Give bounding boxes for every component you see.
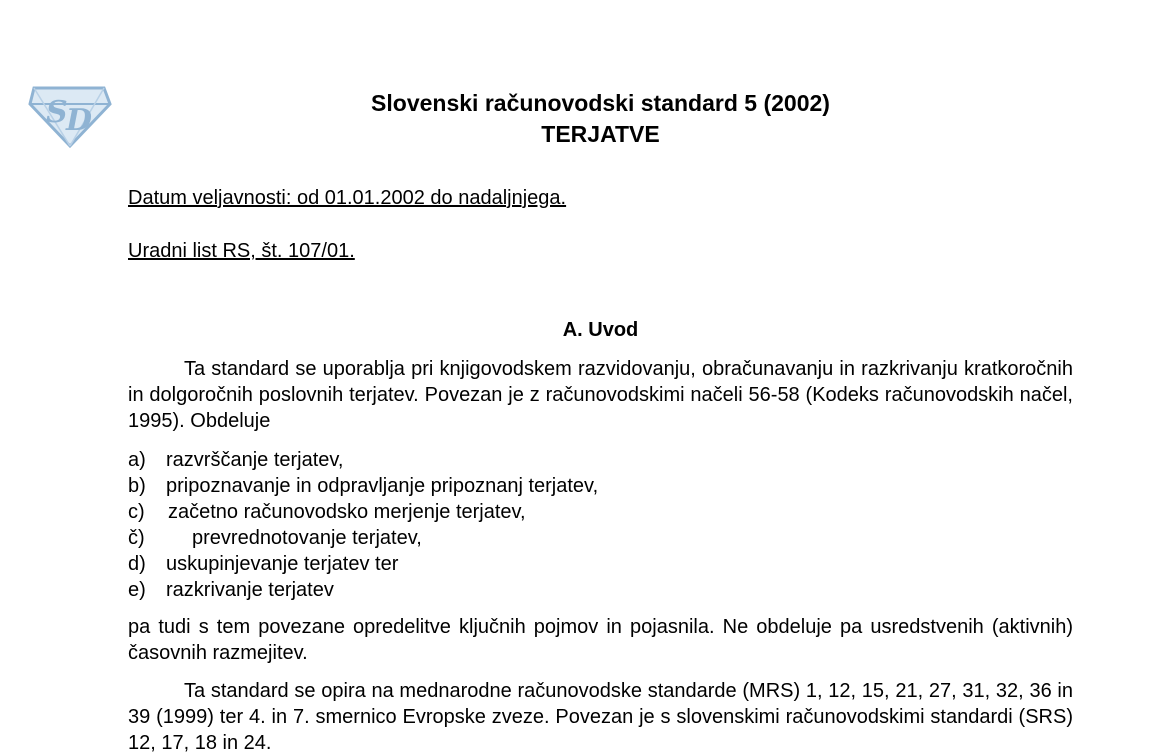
list-marker: č) — [128, 527, 145, 549]
list-item — [128, 499, 1073, 525]
list-marker: b) — [128, 475, 146, 497]
list-item — [128, 551, 1073, 577]
scope-list — [128, 447, 1073, 603]
paragraph-exclusions: pa tudi s tem povezane opredelitve ključnih pojmov in pojasnila. Ne obdeluje pa usredstvenih (aktivnih) časovnih razmejitev. — [128, 616, 1073, 664]
list-item — [128, 447, 1073, 473]
list-text: začetno računovodsko merjenje terjatev, — [168, 501, 526, 523]
gazette-reference: Uradni list RS, št. 107/01. — [128, 240, 355, 262]
title-line-2: TERJATVE — [541, 121, 660, 147]
section-heading: A. Uvod — [562, 319, 639, 341]
svg-text:S: S — [46, 95, 68, 130]
list-item — [128, 577, 1073, 603]
svg-text:D: D — [66, 103, 93, 138]
document-title — [128, 88, 1073, 150]
validity-date: Datum veljavnosti: od 01.01.2002 do nadaljnjega. — [128, 187, 567, 209]
list-item — [128, 473, 1073, 499]
list-text: uskupinjevanje terjatev ter — [166, 553, 399, 575]
title-line-1: Slovenski računovodski standard 5 (2002) — [371, 90, 830, 116]
list-marker: c) — [128, 501, 145, 523]
list-marker: d) — [128, 553, 146, 575]
list-text: razkrivanje terjatev — [166, 579, 334, 601]
list-text: razvrščanje terjatev, — [166, 449, 344, 471]
paragraph-intro: Ta standard se uporablja pri knjigovodskem razvidovanju, obračunavanju in razkrivanju kratkoročnih in dolgoročnih poslovnih terjatev. Povezan je z računovodskimi načeli 56-58 (Kodeks računovodskih načel, 1995). Obdeluje — [128, 358, 1073, 432]
sd-diamond-logo-icon — [26, 78, 112, 150]
list-text: prevrednotovanje terjatev, — [192, 527, 422, 549]
list-text: pripoznavanje in odpravljanje pripoznanj terjatev, — [166, 475, 599, 497]
list-marker: a) — [128, 449, 146, 471]
list-item — [128, 525, 1073, 551]
list-marker: e) — [128, 579, 146, 601]
paragraph-references: Ta standard se opira na mednarodne računovodske standarde (MRS) 1, 12, 15, 21, 27, 31, 32, 36 in 39 (1999) ter 4. in 7. smernico Evropske zveze. Povezan je s slovenskimi računovodskimi standardi (SRS) 12, 17, 18 in 24. — [128, 680, 1073, 754]
